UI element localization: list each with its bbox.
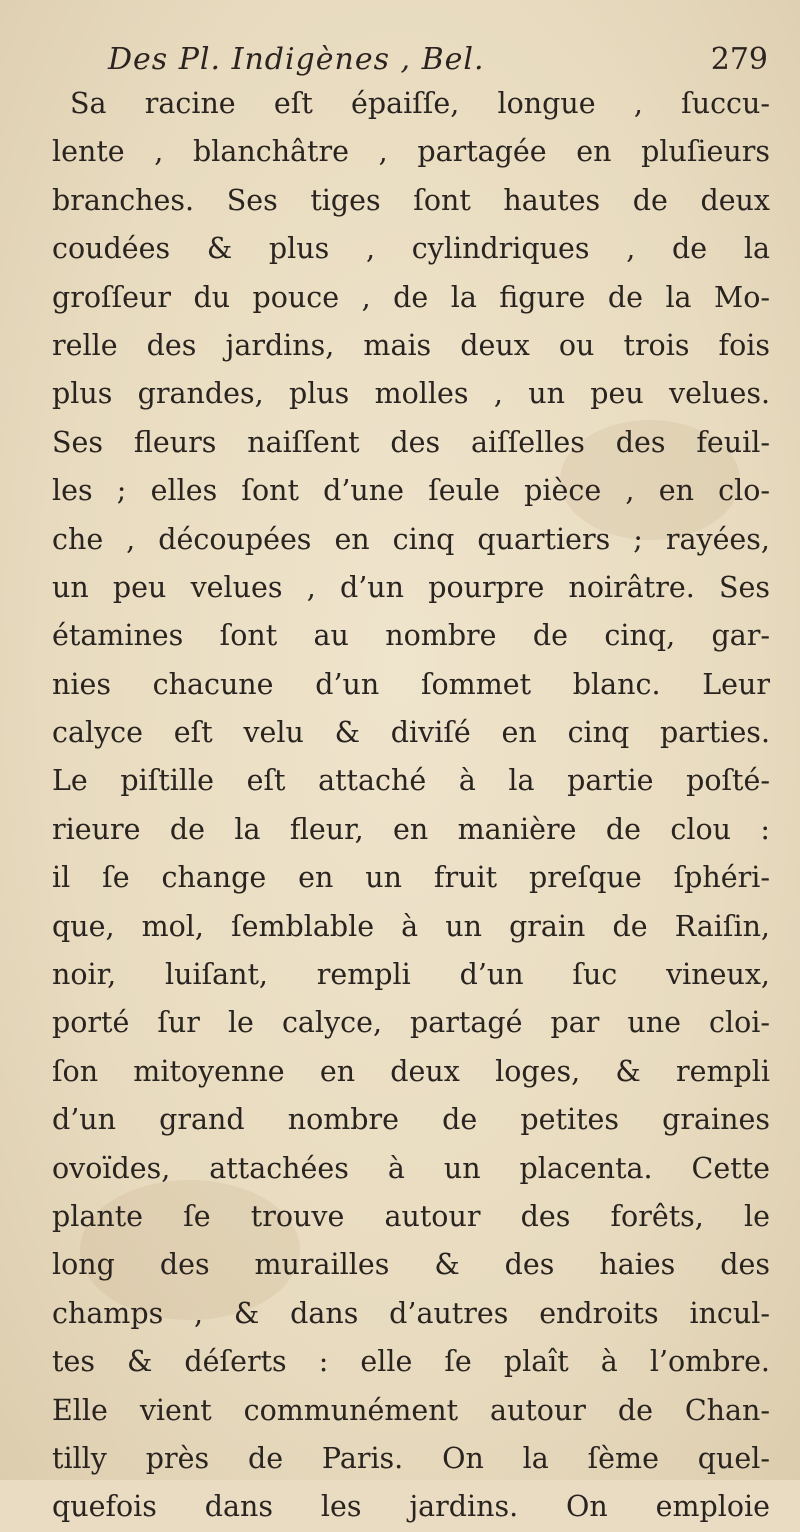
text-line: coudées & plus , cylindriques , de la <box>52 232 770 266</box>
page-number: 279 <box>710 42 768 77</box>
text-line: long des murailles & des haies des <box>52 1248 770 1282</box>
text-line: Sa racine eſt épaiſſe, longue , ſuccu- <box>70 87 770 120</box>
text-line: tilly près de Paris. On la ſème quel- <box>52 1441 770 1475</box>
text-line: plus grandes, plus molles , un peu velues. <box>52 377 770 411</box>
text-line: étamines ſont au nombre de cinq, gar- <box>52 619 770 653</box>
text-line: un peu velues , d’un pourpre noirâtre. Ses <box>52 570 770 604</box>
text-line: nies chacune d’un ſommet blanc. Leur <box>52 667 770 701</box>
body-text <box>52 80 770 1532</box>
text-line: noir, luiſant, rempli d’un ſuc vineux, <box>52 958 770 992</box>
text-line: il ſe change en un fruit preſque ſphéri- <box>52 861 770 895</box>
text-line: quefois dans les jardins. On emploie <box>52 1490 770 1524</box>
running-title: Des Pl. Indigènes , Bel. <box>108 42 485 77</box>
text-line: rieure de la fleur, en manière de clou : <box>52 812 770 846</box>
text-line: groſſeur du pouce , de la figure de la Mo- <box>52 280 770 314</box>
text-line: plante ſe trouve autour des forêts, le <box>52 1199 770 1233</box>
text-line: Le piſtille eſt attaché à la partie poſté- <box>52 764 770 798</box>
text-line: d’un grand nombre de petites graines <box>52 1103 770 1137</box>
text-line: Elle vient communément autour de Chan- <box>52 1393 770 1427</box>
text-line: Ses fleurs naiſſent des aiſſelles des feuil- <box>52 425 770 459</box>
text-line: les ; elles ſont d’une ſeule pièce , en clo- <box>52 474 770 508</box>
text-line: porté ſur le calyce, partagé par une cloi- <box>52 1006 770 1040</box>
text-line: relle des jardins, mais deux ou trois fois <box>52 328 770 362</box>
text-line: ovoïdes, attachées à un placenta. Cette <box>52 1151 770 1185</box>
text-line: branches. Ses tiges ſont hautes de deux <box>52 183 770 217</box>
text-line: che , découpées en cinq quartiers ; rayées, <box>52 522 770 556</box>
text-line: lente , blanchâtre , partagée en pluſieurs <box>52 135 770 169</box>
text-line: ſon mitoyenne en deux loges, & rempli <box>52 1054 770 1088</box>
text-line: calyce eſt velu & diviſé en cinq parties. <box>52 716 770 750</box>
text-line: que, mol, ſemblable à un grain de Raiſin, <box>52 909 770 943</box>
text-line: champs , & dans d’autres endroits incul- <box>52 1296 770 1330</box>
text-line: tes & déſerts : elle ſe plaît à l’ombre. <box>52 1345 770 1379</box>
